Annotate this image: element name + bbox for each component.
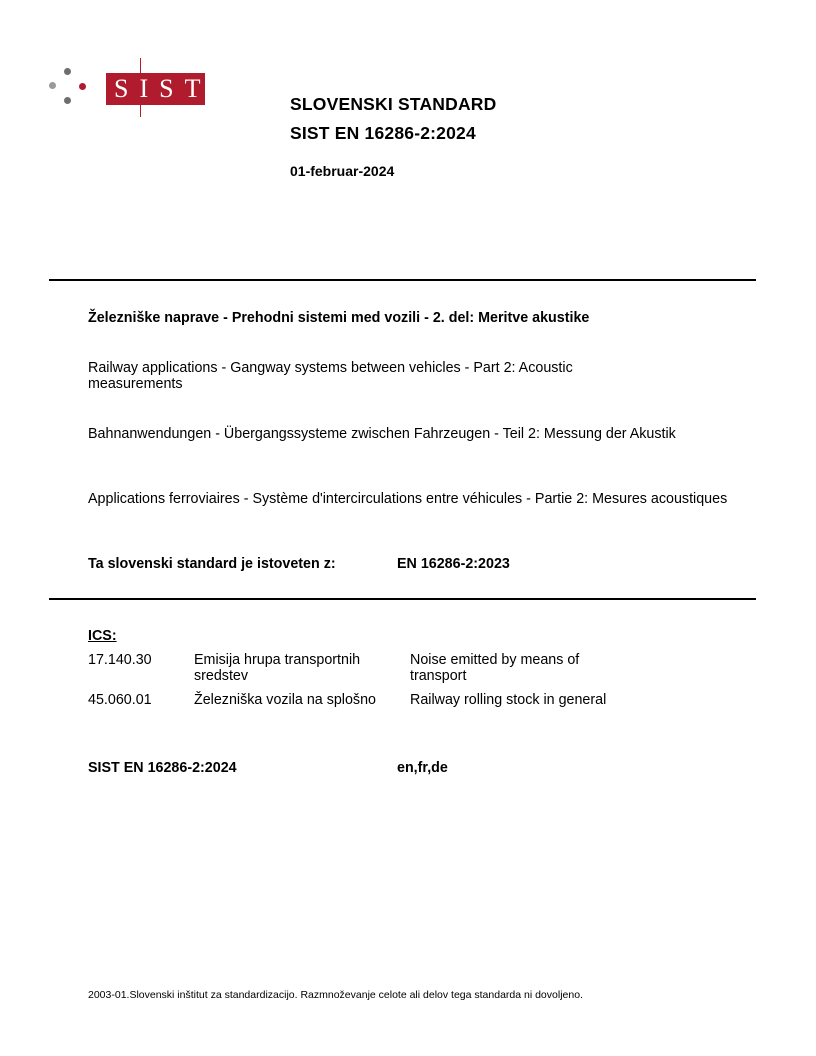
title-french: Applications ferroviaires - Système d'intercirculations entre véhicules - Partie 2: Mesures acoustiques — [88, 491, 728, 507]
ics-code: 45.060.01 — [88, 692, 152, 708]
middle-divider — [49, 598, 756, 600]
title-german: Bahnanwendungen - Übergangssysteme zwischen Fahrzeugen - Teil 2: Messung der Akustik — [88, 426, 676, 442]
ics-description-english: Noise emitted by means of transport — [410, 652, 580, 684]
ics-description-english: Railway rolling stock in general — [410, 692, 607, 708]
ics-row — [0, 652, 816, 684]
ics-heading: ICS: — [88, 628, 117, 644]
logo-dot-light-left — [49, 82, 56, 89]
logo-wordmark: SIST — [106, 73, 205, 105]
logo-dot-dark-bottom — [64, 97, 71, 104]
title-english: Railway applications - Gangway systems between vehicles - Part 2: Acoustic measurements — [88, 360, 573, 392]
ics-code: 17.140.30 — [88, 652, 152, 668]
ics-row — [0, 692, 816, 724]
identity-value: EN 16286-2:2023 — [397, 556, 510, 572]
standard-number-heading: SIST EN 16286-2:2024 — [290, 123, 476, 143]
identity-label: Ta slovenski standard je istoveten z: — [88, 556, 336, 572]
copyright-footer: 2003-01.Slovenski inštitut za standardizacijo. Razmnoževanje celote ali delov tega standarda ni dovoljeno. — [88, 989, 583, 1001]
publication-date: 01-februar-2024 — [290, 163, 395, 179]
title-slovenian: Železniške naprave - Prehodni sistemi med vozili - 2. del: Meritve akustike — [88, 310, 590, 326]
top-divider — [49, 279, 756, 281]
logo-dot-red — [79, 83, 86, 90]
summary-standard-number: SIST EN 16286-2:2024 — [88, 760, 237, 776]
ics-description-slovenian: Emisija hrupa transportnih sredstev — [194, 652, 361, 684]
ics-description-slovenian: Železniška vozila na splošno — [194, 692, 376, 708]
summary-languages: en,fr,de — [397, 760, 448, 776]
standard-type-heading: SLOVENSKI STANDARD — [290, 94, 497, 114]
logo-dot-dark-top — [64, 68, 71, 75]
